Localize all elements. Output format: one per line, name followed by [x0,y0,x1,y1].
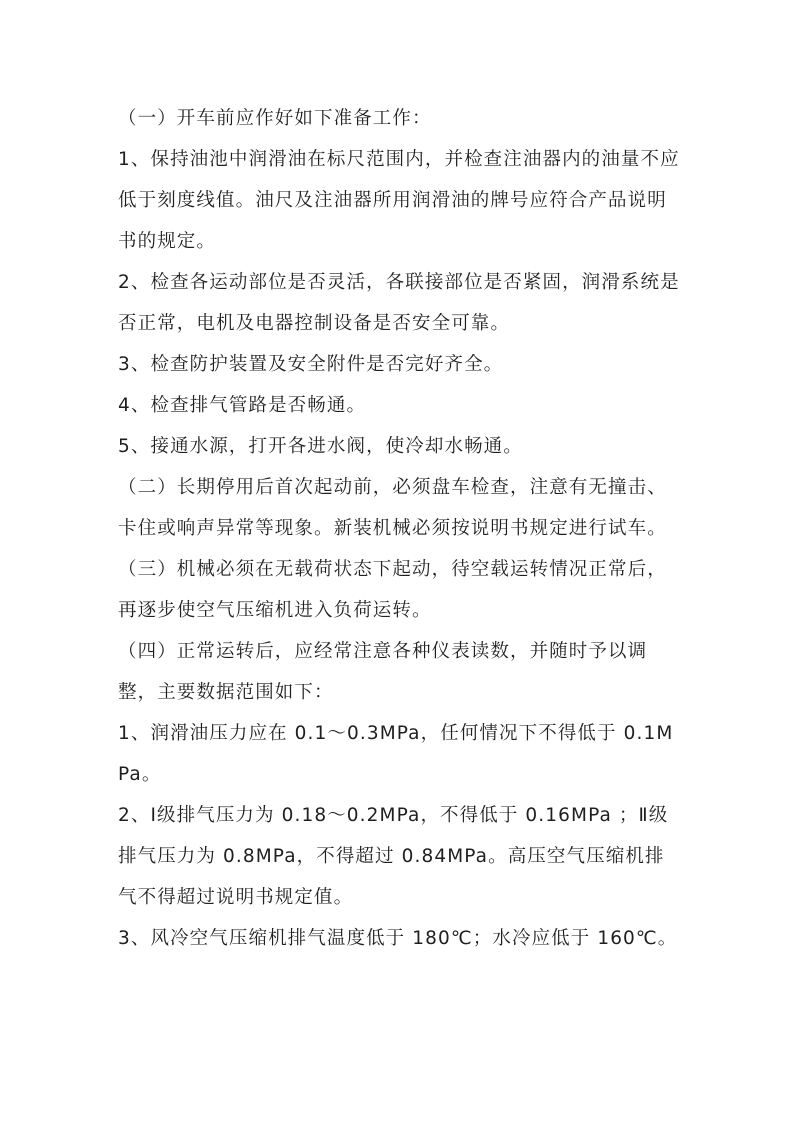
data-item-2-exhaust-pressure: 2、Ⅰ级排气压力为 0.18～0.2MPa，不得低于 0.16MPa ；Ⅱ级排气压力为 0.8MPa，不得超过 0.84MPa。高压空气压缩机排气不得超过说明书规定值。 [118,805,669,908]
section-1-heading: （一）开车前应作好如下准备工作： [118,108,432,129]
item-2-moving-parts: 2、检查各运动部位是否灵活，各联接部位是否紧固，润滑系统是否正常，电机及电器控制设备是否安全可靠。 [118,272,680,334]
item-3-protection: 3、检查防护装置及安全附件是否完好齐全。 [118,354,504,375]
document-body [118,98,683,959]
item-1-oil-level: 1、保持油池中润滑油在标尺范围内，并检查注油器内的油量不应低于刻度线值。油尺及注油器所用润滑油的牌号应符合产品说明书的规定。 [118,149,680,252]
item-4-exhaust-pipe: 4、检查排气管路是否畅通。 [118,395,367,416]
data-item-3-exhaust-temperature: 3、风冷空气压缩机排气温度低于 180℃；水冷应低于 160℃。 [118,928,678,949]
section-4-paragraph: （四）正常运转后，应经常注意各种仪表读数，并随时予以调整，主要数据范围如下： [118,641,648,703]
item-5-water-supply: 5、接通水源，打开各进水阀，使冷却水畅通。 [118,436,523,457]
section-2-paragraph: （二）长期停用后首次起动前，必须盘车检查，注意有无撞击、卡住或响声异常等现象。新装机械必须按说明书规定进行试车。 [118,477,667,539]
data-item-1-oil-pressure: 1、润滑油压力应在 0.1～0.3MPa，任何情况下不得低于 0.1MPa。 [118,723,674,785]
section-3-paragraph: （三）机械必须在无载荷状态下起动，待空载运转情况正常后，再逐步使空气压缩机进入负荷运转。 [118,559,667,621]
